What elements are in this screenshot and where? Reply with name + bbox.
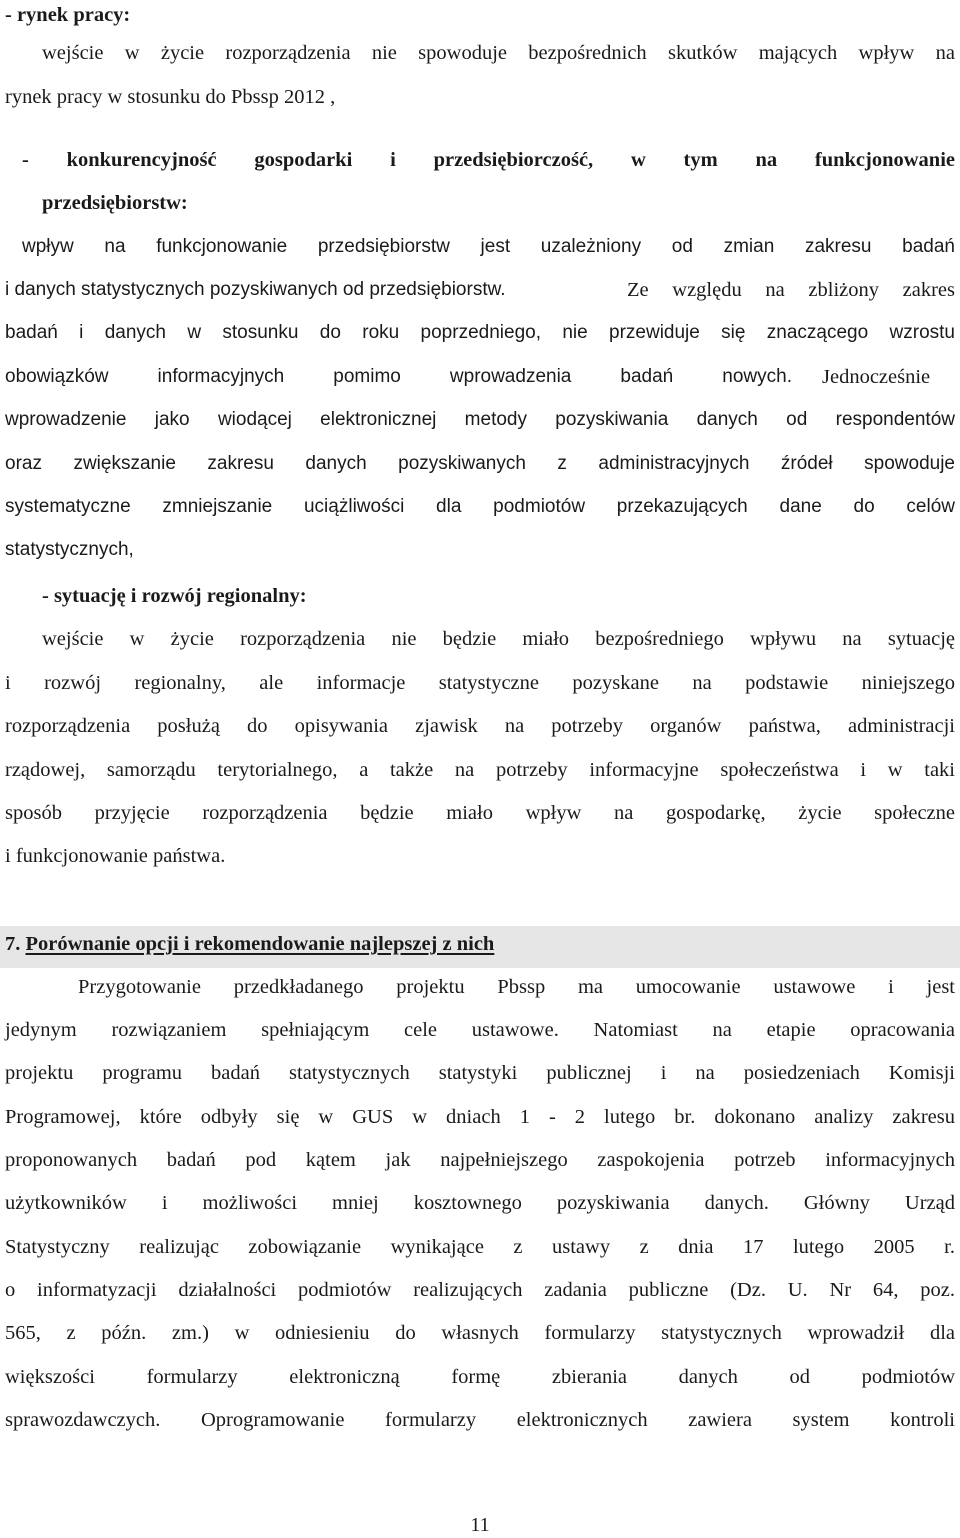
- paragraph-line: jedynym rozwiązaniem spełniającym cele ustawowe. Natomiast na etapie opracowania: [5, 1019, 955, 1041]
- paragraph-line: i danych statystycznych pozyskiwanych od przedsiębiorstw.: [5, 279, 506, 300]
- paragraph-line: badań i danych w stosunku do roku poprzedniego, nie przewiduje się znaczącego wzrostu: [5, 322, 955, 343]
- section-heading-regional: - sytuację i rozwój regionalny:: [42, 585, 307, 607]
- paragraph-line: Jednocześnie: [822, 366, 931, 388]
- section-7-title: Porównanie opcji i rekomendowanie najlepszej z nich: [25, 933, 495, 955]
- section-7-heading: [5, 929, 494, 959]
- section-heading-labor-market: - rynek pracy:: [5, 4, 131, 26]
- paragraph-line: wprowadzenie jako wiodącej elektronicznej metody pozyskiwania danych od respondentów: [5, 409, 955, 430]
- paragraph-line: Ze względu na zbliżony zakres: [627, 279, 955, 301]
- paragraph-line: statystycznych,: [5, 539, 134, 560]
- paragraph-line: systematyczne zmniejszanie uciążliwości dla podmiotów przekazujących dane do celów: [5, 496, 955, 517]
- paragraph-line: sprawozdawczych. Oprogramowanie formularzy elektronicznych zawiera system kontroli: [5, 1409, 955, 1431]
- paragraph-line: oraz zwiększanie zakresu danych pozyskiwanych z administracyjnych źródeł spowoduje: [5, 453, 955, 474]
- paragraph-line: wejście w życie rozporządzenia nie spowoduje bezpośrednich skutków mających wpływ na: [42, 42, 955, 64]
- paragraph-line: Przygotowanie przedkładanego projektu Pbssp ma umocowanie ustawowe i jest: [78, 976, 955, 998]
- paragraph-line: wpływ na funkcjonowanie przedsiębiorstw jest uzależniony od zmian zakresu badań: [22, 236, 955, 257]
- section-7-number: 7.: [5, 933, 21, 955]
- section-heading-competitiveness: - konkurencyjność gospodarki i przedsiębiorczość, w tym na funkcjonowanie: [22, 149, 955, 171]
- paragraph-line: i funkcjonowanie państwa.: [5, 845, 226, 867]
- paragraph-line: obowiązków informacyjnych pomimo wprowadzenia badań nowych.: [5, 366, 792, 387]
- paragraph-line: rynek pracy w stosunku do Pbssp 2012 ,: [5, 86, 336, 108]
- paragraph-line: proponowanych badań pod kątem jak najpełniejszego zaspokojenia potrzeb informacyjnych: [5, 1149, 955, 1171]
- paragraph-line: 565, z późn. zm.) w odniesieniu do własnych formularzy statystycznych wprowadził dla: [5, 1322, 955, 1344]
- paragraph-line: większości formularzy elektroniczną formę zbierania danych od podmiotów: [5, 1366, 955, 1388]
- paragraph-line: sposób przyjęcie rozporządzenia będzie miało wpływ na gospodarkę, życie społeczne: [5, 802, 955, 824]
- paragraph-line: o informatyzacji działalności podmiotów realizujących zadania publiczne (Dz. U. Nr 64, poz.: [5, 1279, 955, 1301]
- paragraph-line: Programowej, które odbyły się w GUS w dniach 1 - 2 lutego br. dokonano analizy zakresu: [5, 1106, 955, 1128]
- page-number: 11: [470, 1514, 490, 1536]
- paragraph-line: wejście w życie rozporządzenia nie będzie miało bezpośredniego wpływu na sytuację: [42, 628, 955, 650]
- paragraph-line: i rozwój regionalny, ale informacje statystyczne pozyskane na podstawie niniejszego: [5, 672, 955, 694]
- section-heading-competitiveness-cont: przedsiębiorstw:: [42, 192, 188, 214]
- paragraph-line: rządowej, samorządu terytorialnego, a także na potrzeby informacyjne społeczeństwa i w taki: [5, 759, 955, 781]
- paragraph-line: użytkowników i możliwości mniej kosztownego pozyskiwania danych. Główny Urząd: [5, 1192, 955, 1214]
- paragraph-line: projektu programu badań statystycznych statystyki publicznej i na posiedzeniach Komisji: [5, 1062, 955, 1084]
- paragraph-line: Statystyczny realizując zobowiązanie wynikające z ustawy z dnia 17 lutego 2005 r.: [5, 1236, 955, 1258]
- paragraph-line: rozporządzenia posłużą do opisywania zjawisk na potrzeby organów państwa, administracji: [5, 715, 955, 737]
